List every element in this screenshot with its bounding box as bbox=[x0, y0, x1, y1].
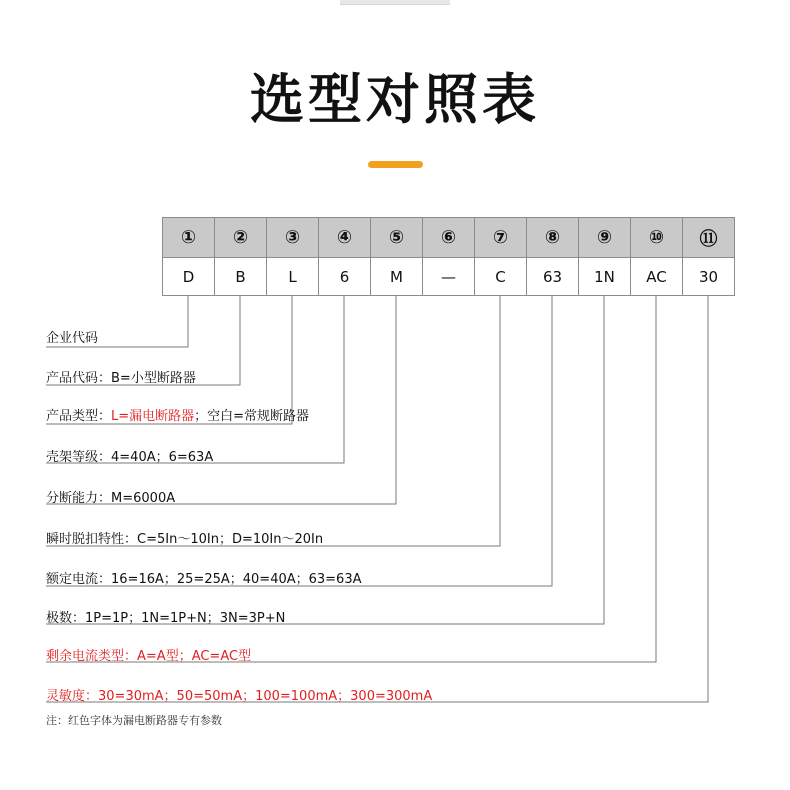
code-value: B bbox=[215, 258, 267, 296]
code-value: L bbox=[267, 258, 319, 296]
page-title: 选型对照表 bbox=[250, 68, 540, 131]
desc-row-residual-current-type bbox=[46, 645, 251, 664]
position-number: ⑤ bbox=[371, 218, 423, 258]
desc-text: 16=16A；25=25A；40=40A；63=63A bbox=[111, 572, 362, 587]
desc-row-sensitivity bbox=[46, 685, 432, 704]
code-value: AC bbox=[631, 258, 683, 296]
code-value: — bbox=[423, 258, 475, 296]
desc-row-product-type bbox=[46, 405, 309, 424]
desc-row-company-code bbox=[46, 327, 98, 346]
footnote: 注：红色字体为漏电断路器专有参数 bbox=[46, 714, 222, 727]
position-number: ⑧ bbox=[527, 218, 579, 258]
desc-label: 壳架等级： bbox=[46, 450, 112, 465]
desc-label: 灵敏度： bbox=[46, 689, 99, 704]
desc-row-frame-grade bbox=[46, 446, 213, 465]
position-number: ⑨ bbox=[579, 218, 631, 258]
desc-row-rated-current bbox=[46, 568, 362, 587]
desc-label: 瞬时脱扣特性： bbox=[46, 532, 138, 547]
code-value: M bbox=[371, 258, 423, 296]
desc-label: 极数： bbox=[46, 611, 86, 626]
desc-text: B=小型断路器 bbox=[111, 371, 196, 386]
desc-text: 4=40A；6=63A bbox=[111, 450, 214, 465]
desc-row-product-code bbox=[46, 367, 196, 386]
code-value: 1N bbox=[579, 258, 631, 296]
position-number: ⑩ bbox=[631, 218, 683, 258]
desc-text: A=A型；AC=AC型 bbox=[137, 649, 252, 664]
desc-label: 产品类型： bbox=[46, 409, 112, 424]
code-value: 63 bbox=[527, 258, 579, 296]
desc-row-breaking-capacity bbox=[46, 487, 175, 506]
desc-label: 剩余电流类型： bbox=[46, 649, 138, 664]
desc-row-trip-characteristic bbox=[46, 528, 323, 547]
desc-text: ；空白=常规断路器 bbox=[194, 409, 310, 424]
position-number: ⑥ bbox=[423, 218, 475, 258]
desc-text: 1P=1P；1N=1P+N；3N=3P+N bbox=[85, 611, 286, 626]
desc-label: 产品代码： bbox=[46, 371, 112, 386]
desc-text-highlight: L=漏电断路器 bbox=[111, 409, 195, 424]
desc-label: 企业代码 bbox=[46, 331, 99, 346]
position-number: ① bbox=[163, 218, 215, 258]
position-number: ② bbox=[215, 218, 267, 258]
position-number: ③ bbox=[267, 218, 319, 258]
desc-text: C=5In～10In；D=10In～20In bbox=[137, 532, 324, 547]
desc-label: 分断能力： bbox=[46, 491, 112, 506]
position-number: ⑪ bbox=[683, 218, 735, 258]
position-number: ④ bbox=[319, 218, 371, 258]
code-value: C bbox=[475, 258, 527, 296]
code-value: D bbox=[163, 258, 215, 296]
position-number: ⑦ bbox=[475, 218, 527, 258]
desc-label: 额定电流： bbox=[46, 572, 112, 587]
desc-text: M=6000A bbox=[111, 491, 176, 506]
code-value: 6 bbox=[319, 258, 371, 296]
code-value: 30 bbox=[683, 258, 735, 296]
desc-text: 30=30mA；50=50mA；100=100mA；300=300mA bbox=[98, 689, 433, 704]
desc-row-poles bbox=[46, 607, 285, 626]
